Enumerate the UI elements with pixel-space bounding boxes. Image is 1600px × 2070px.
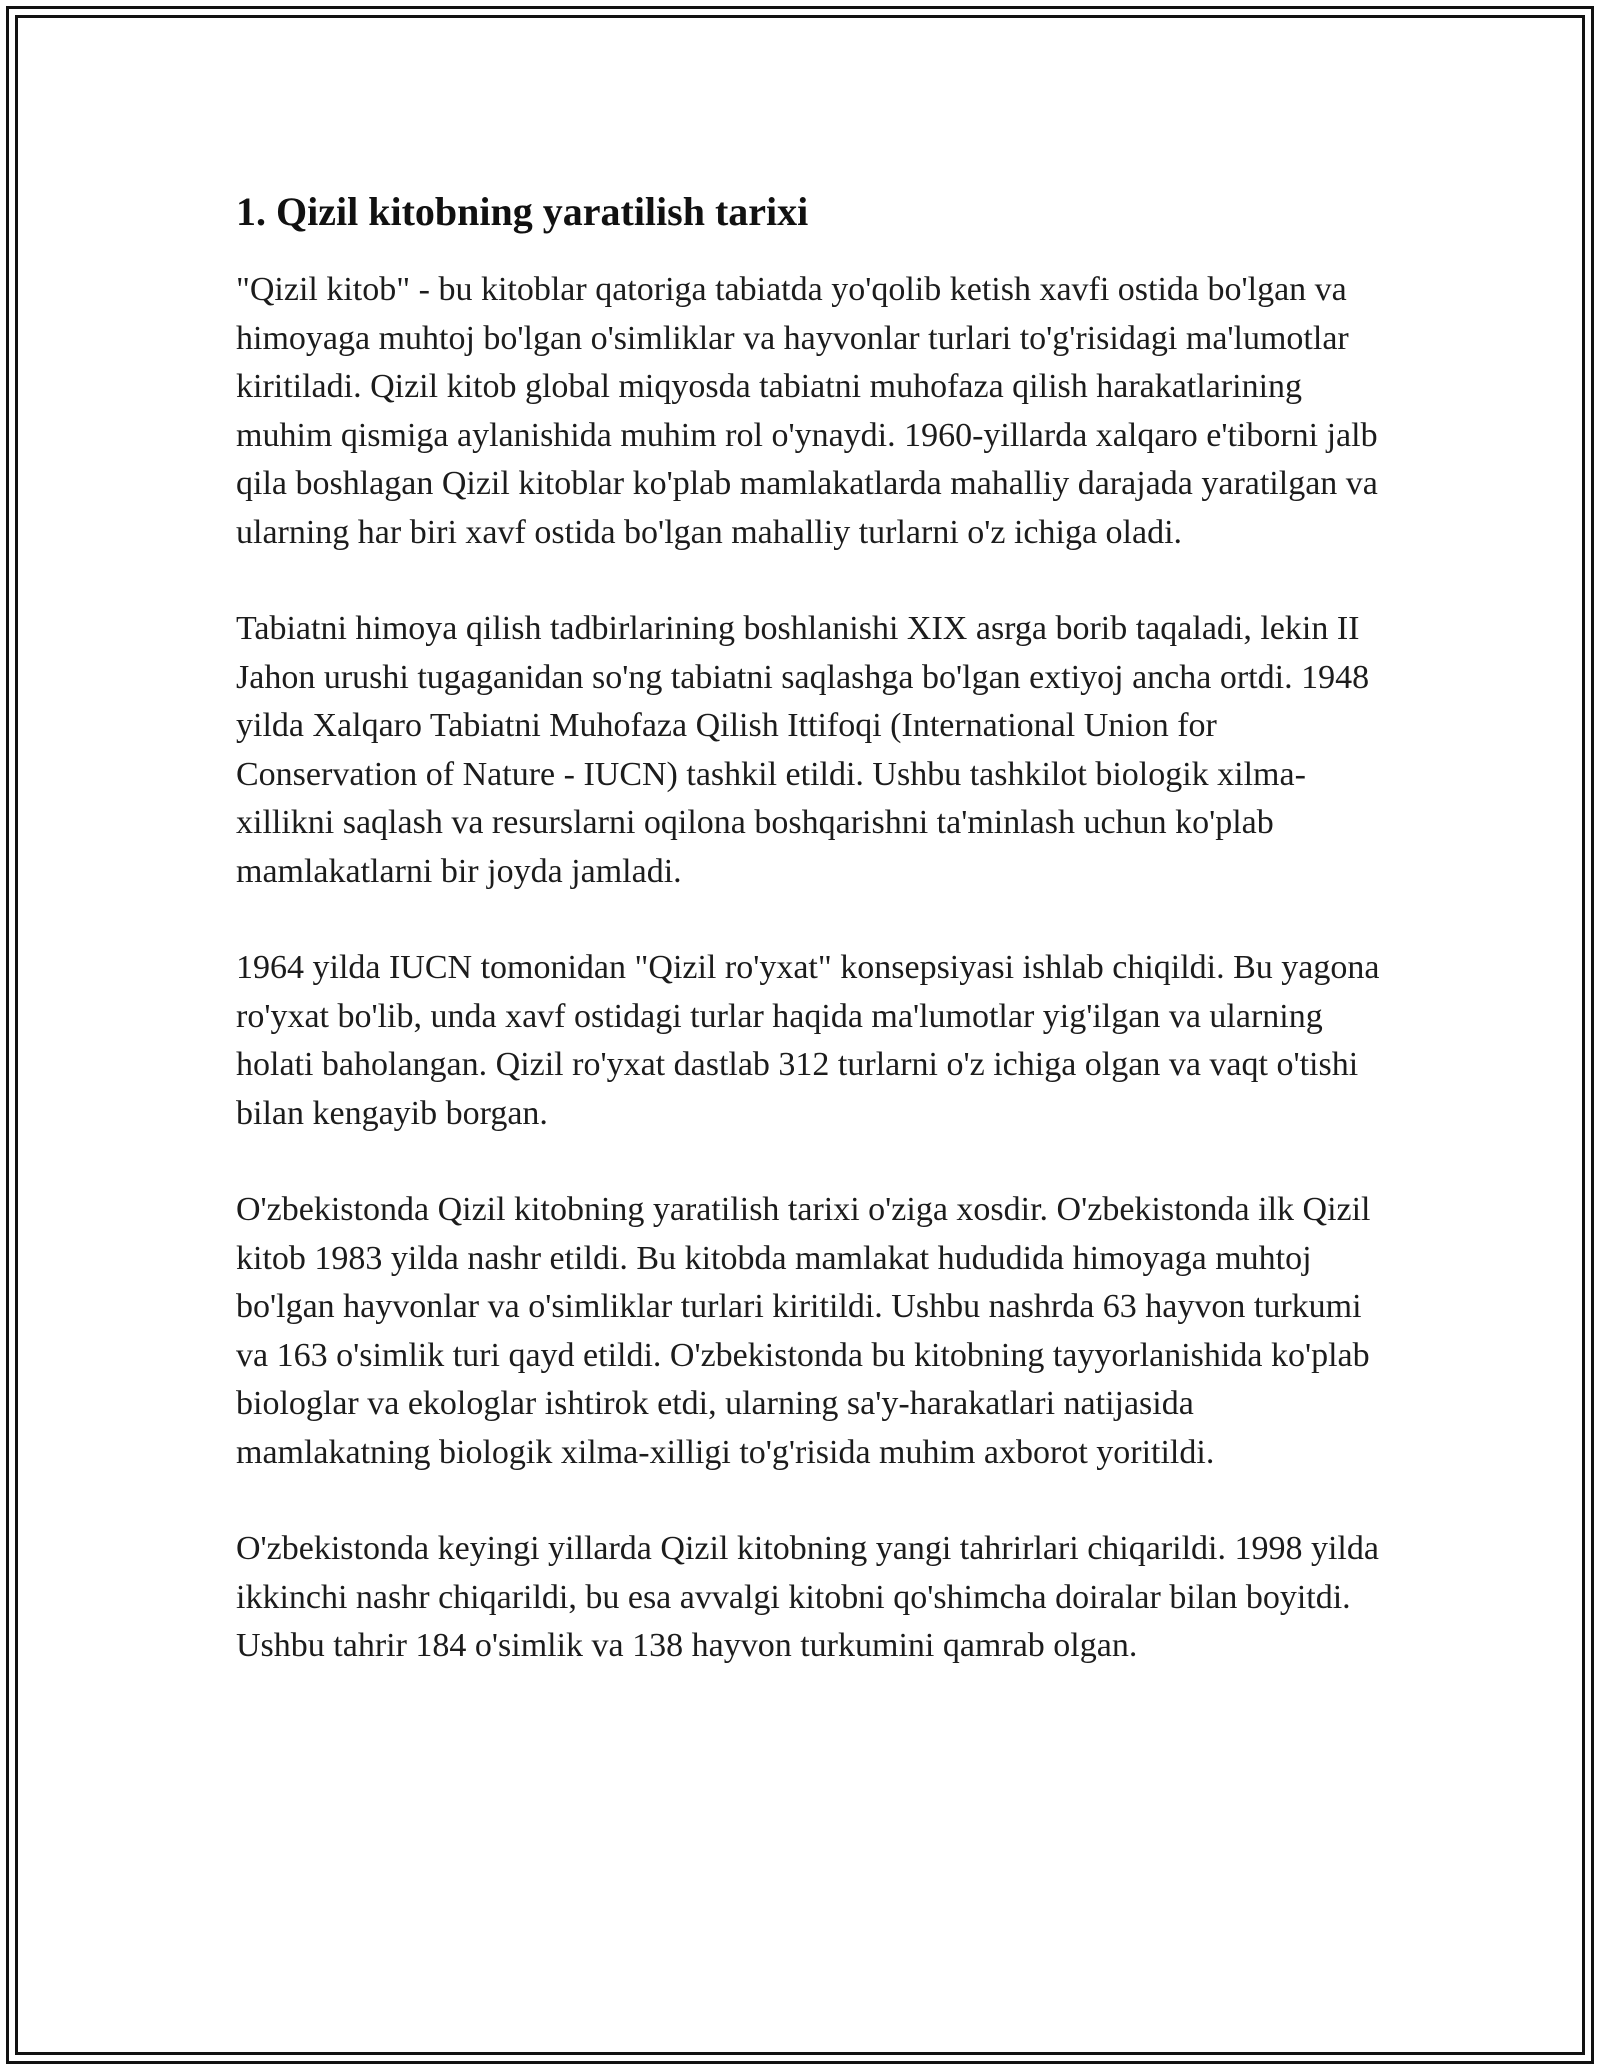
paragraph-5: O'zbekistonda keyingi yillarda Qizil kitobning yangi tahrirlari chiqarildi. 1998 yilda ikkinchi nashr chiqarildi, bu esa avvalgi kitobni qo'shimcha doiralar bilan boyitdi. Ushbu tahrir 184 o'simlik va 138 hayvon turkumini qamrab olgan.	[236, 1530, 1379, 1664]
paragraph-3: 1964 yilda IUCN tomonidan "Qizil ro'yxat" konsepsiyasi ishlab chiqildi. Bu yagona ro'yxat bo'lib, unda xavf ostidagi turlar haqida ma'lumotlar yig'ilgan va ularning holati baholangan. Qizil ro'yxat dastlab 312 turlarni o'z ichiga olgan va vaqt o'tishi bilan kengayib borgan.	[236, 949, 1380, 1132]
paragraph-2: Tabiatni himoya qilish tadbirlarining boshlanishi XIX asrga borib taqaladi, lekin II Jahon urushi tugaganidan so'ng tabiatni saqlashga bo'lgan extiyoj ancha ortdi. 1948 yilda Xalqaro Tabiatni Muhofaza Qilish Ittifoqi (International Union for Conservation of Nature - IUCN) tashkil etildi. Ushbu tashkilot biologik xilma-xillikni saqlash va resurslarni oqilona boshqarishni ta'minlash uchun ko'plab mamlakatlarni bir joyda jamladi.	[236, 610, 1370, 890]
section-heading: 1. Qizil kitobning yaratilish tarixi	[236, 189, 809, 234]
paragraph-1: "Qizil kitob" - bu kitoblar qatoriga tabiatda yo'qolib ketish xavfi ostida bo'lgan va himoyaga muhtoj bo'lgan o'simliklar va hayvonlar turlari to'g'risidagi ma'lumotlar kiritiladi. Qizil kitob global miqyosda tabiatni muhofaza qilish harakatlarining muhim qismiga aylanishida muhim rol o'ynaydi. 1960-yillarda xalqaro e'tiborni jalb qila boshlagan Qizil kitoblar ko'plab mamlakatlarda mahalliy darajada yaratilgan va ularning har biri xavf ostida bo'lgan mahalliy turlarni o'z ichiga oladi.	[236, 271, 1378, 551]
paragraph-4: O'zbekistonda Qizil kitobning yaratilish tarixi o'ziga xosdir. O'zbekistonda ilk Qizil kitob 1983 yilda nashr etildi. Bu kitobda mamlakat hududida himoyaga muhtoj bo'lgan hayvonlar va o'simliklar turlari kiritildi. Ushbu nashrda 63 hayvon turkumi va 163 o'simlik turi qayd etildi. O'zbekistonda bu kitobning tayyorlanishida ko'plab biologlar va ekologlar ishtirok etdi, ularning sa'y-harakatlari natijasida mamlakatning biologik xilma-xilligi to'g'risida muhim axborot yoritildi.	[236, 1191, 1371, 1471]
document-body	[236, 186, 1386, 1671]
